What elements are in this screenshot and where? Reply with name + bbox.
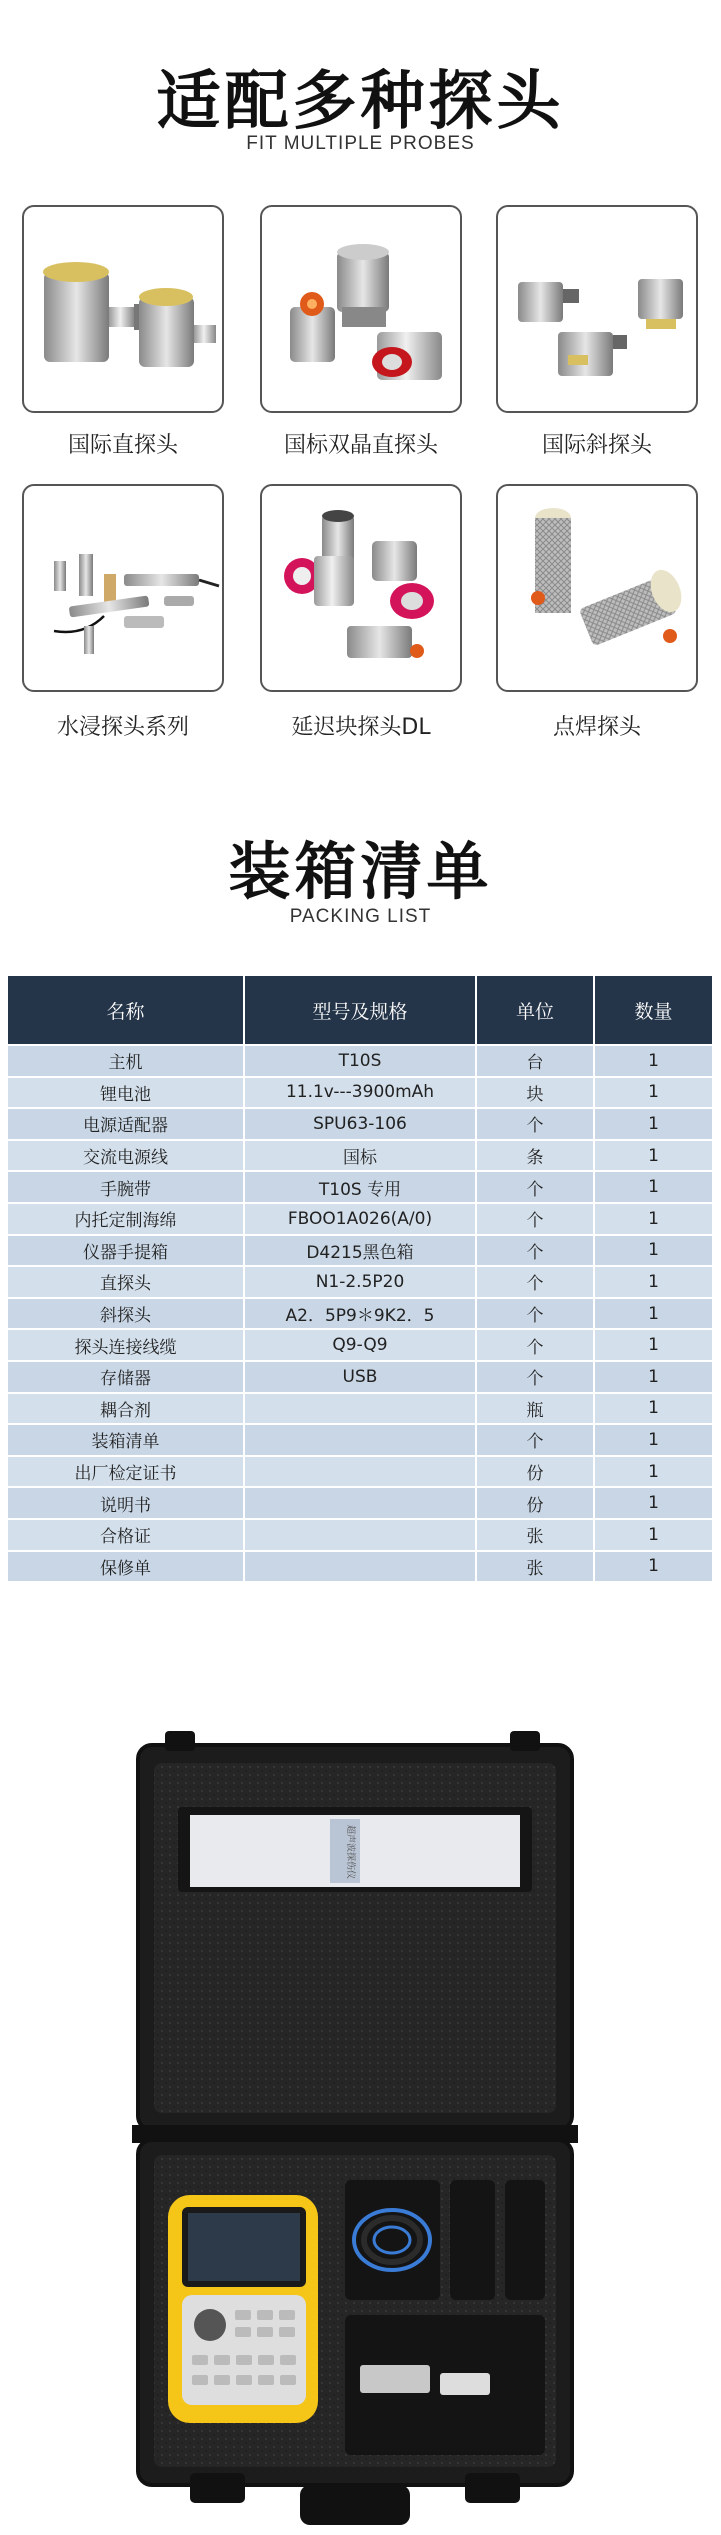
cell-qty: 1 — [595, 1518, 712, 1550]
cell-model: T10S 专用 — [245, 1170, 477, 1202]
cell-unit: 个 — [477, 1202, 595, 1234]
cell-unit: 个 — [477, 1297, 595, 1329]
table-row — [8, 1234, 712, 1266]
cell-unit: 条 — [477, 1139, 595, 1171]
spot-weld-probe-image — [498, 486, 698, 692]
cell-model — [245, 1455, 477, 1487]
cell-unit: 份 — [477, 1486, 595, 1518]
delay-probe-image — [262, 486, 462, 692]
cell-unit: 台 — [477, 1044, 595, 1076]
cell-name: 装箱清单 — [8, 1423, 245, 1455]
cell-qty: 1 — [595, 1297, 712, 1329]
probe-label-immersion: 水浸探头系列 — [56, 715, 189, 740]
cell-qty: 1 — [595, 1486, 712, 1518]
table-row — [8, 1423, 712, 1455]
cell-qty: 1 — [595, 1107, 712, 1139]
cell-qty: 1 — [595, 1139, 712, 1171]
table-row — [8, 1170, 712, 1202]
cell-unit: 块 — [477, 1076, 595, 1108]
cell-unit: 个 — [477, 1234, 595, 1266]
cell-unit: 瓶 — [477, 1392, 595, 1424]
cell-qty: 1 — [595, 1392, 712, 1424]
header-unit: 单位 — [477, 976, 595, 1044]
table-row — [8, 1139, 712, 1171]
cell-unit: 个 — [477, 1328, 595, 1360]
cell-qty: 1 — [595, 1328, 712, 1360]
probe-card-angle — [496, 205, 698, 413]
cell-qty: 1 — [595, 1076, 712, 1108]
table-row — [8, 1107, 712, 1139]
probe-label-angle: 国际斜探头 — [541, 433, 652, 458]
cell-name: 说明书 — [8, 1486, 245, 1518]
cell-model: 国标 — [245, 1139, 477, 1171]
cell-name: 耦合剂 — [8, 1392, 245, 1424]
cell-qty: 1 — [595, 1044, 712, 1076]
probe-card-dual — [260, 205, 462, 413]
cell-unit: 个 — [477, 1170, 595, 1202]
cell-model: FBOO1A026(A/0) — [245, 1202, 477, 1234]
table-row — [8, 1202, 712, 1234]
table-row — [8, 1550, 712, 1582]
manual-cover-text: 超声波探伤仪 — [345, 1825, 355, 1880]
packing-title: 装箱清单 — [228, 835, 493, 908]
cell-unit: 个 — [477, 1265, 595, 1297]
cell-name: 锂电池 — [8, 1076, 245, 1108]
cell-model: USB — [245, 1360, 477, 1392]
cell-model: A2．5P9＊9K2．5 — [245, 1297, 477, 1329]
cell-model: SPU63-106 — [245, 1107, 477, 1139]
cell-model — [245, 1518, 477, 1550]
table-row — [8, 1518, 712, 1550]
cell-qty: 1 — [595, 1455, 712, 1487]
carrying-case-illustration — [120, 1725, 590, 2535]
packing-table — [8, 976, 712, 1581]
cell-unit: 张 — [477, 1518, 595, 1550]
cell-qty: 1 — [595, 1550, 712, 1582]
probes-subtitle: FIT MULTIPLE PROBES — [246, 133, 475, 154]
cell-name: 探头连接线缆 — [8, 1328, 245, 1360]
straight-probe-image — [24, 207, 224, 413]
dual-probe-image — [262, 207, 462, 413]
cell-model: Q9-Q9 — [245, 1328, 477, 1360]
table-row — [8, 1455, 712, 1487]
cell-name: 斜探头 — [8, 1297, 245, 1329]
cell-name: 保修单 — [8, 1550, 245, 1582]
header-qty: 数量 — [595, 976, 712, 1044]
cell-unit: 个 — [477, 1423, 595, 1455]
cell-model — [245, 1550, 477, 1582]
carrying-case-image — [120, 1725, 590, 2535]
packing-subtitle: PACKING LIST — [289, 906, 432, 927]
cell-qty: 1 — [595, 1360, 712, 1392]
probe-label-spot-weld: 点焊探头 — [552, 715, 641, 740]
cell-name: 出厂检定证书 — [8, 1455, 245, 1487]
table-row — [8, 1297, 712, 1329]
cell-qty: 1 — [595, 1170, 712, 1202]
probe-card-spot-weld — [496, 484, 698, 692]
cell-model — [245, 1423, 477, 1455]
probe-label-delay: 延迟块探头DL — [291, 715, 431, 740]
immersion-probe-image — [24, 486, 224, 692]
header-model: 型号及规格 — [245, 976, 477, 1044]
probe-card-straight — [22, 205, 224, 413]
cell-qty: 1 — [595, 1202, 712, 1234]
cell-model — [245, 1392, 477, 1424]
table-row — [8, 1392, 712, 1424]
cell-model: N1-2.5P20 — [245, 1265, 477, 1297]
cell-model: T10S — [245, 1044, 477, 1076]
cell-unit: 张 — [477, 1550, 595, 1582]
probe-label-dual: 国标双晶直探头 — [283, 433, 438, 458]
table-row — [8, 1360, 712, 1392]
header-name: 名称 — [8, 976, 245, 1044]
probes-title: 适配多种探头 — [156, 65, 565, 139]
packing-header-row — [8, 976, 712, 1044]
cell-name: 仪器手提箱 — [8, 1234, 245, 1266]
cell-name: 合格证 — [8, 1518, 245, 1550]
cell-qty: 1 — [595, 1423, 712, 1455]
cell-name: 内托定制海绵 — [8, 1202, 245, 1234]
cell-qty: 1 — [595, 1265, 712, 1297]
cell-name: 电源适配器 — [8, 1107, 245, 1139]
cell-model — [245, 1486, 477, 1518]
cell-name: 主机 — [8, 1044, 245, 1076]
probe-label-straight: 国际直探头 — [67, 433, 178, 458]
cell-unit: 个 — [477, 1107, 595, 1139]
cell-name: 存储器 — [8, 1360, 245, 1392]
table-row — [8, 1044, 712, 1076]
cell-model: D4215黑色箱 — [245, 1234, 477, 1266]
table-row — [8, 1486, 712, 1518]
cell-name: 交流电源线 — [8, 1139, 245, 1171]
cell-qty: 1 — [595, 1234, 712, 1266]
table-row — [8, 1328, 712, 1360]
table-row — [8, 1076, 712, 1108]
cell-name: 手腕带 — [8, 1170, 245, 1202]
cell-model: 11.1v---3900mAh — [245, 1076, 477, 1108]
probe-card-delay — [260, 484, 462, 692]
probe-card-immersion — [22, 484, 224, 692]
cell-name: 直探头 — [8, 1265, 245, 1297]
cell-unit: 份 — [477, 1455, 595, 1487]
angle-probe-image — [498, 207, 698, 413]
cell-unit: 个 — [477, 1360, 595, 1392]
table-row — [8, 1265, 712, 1297]
